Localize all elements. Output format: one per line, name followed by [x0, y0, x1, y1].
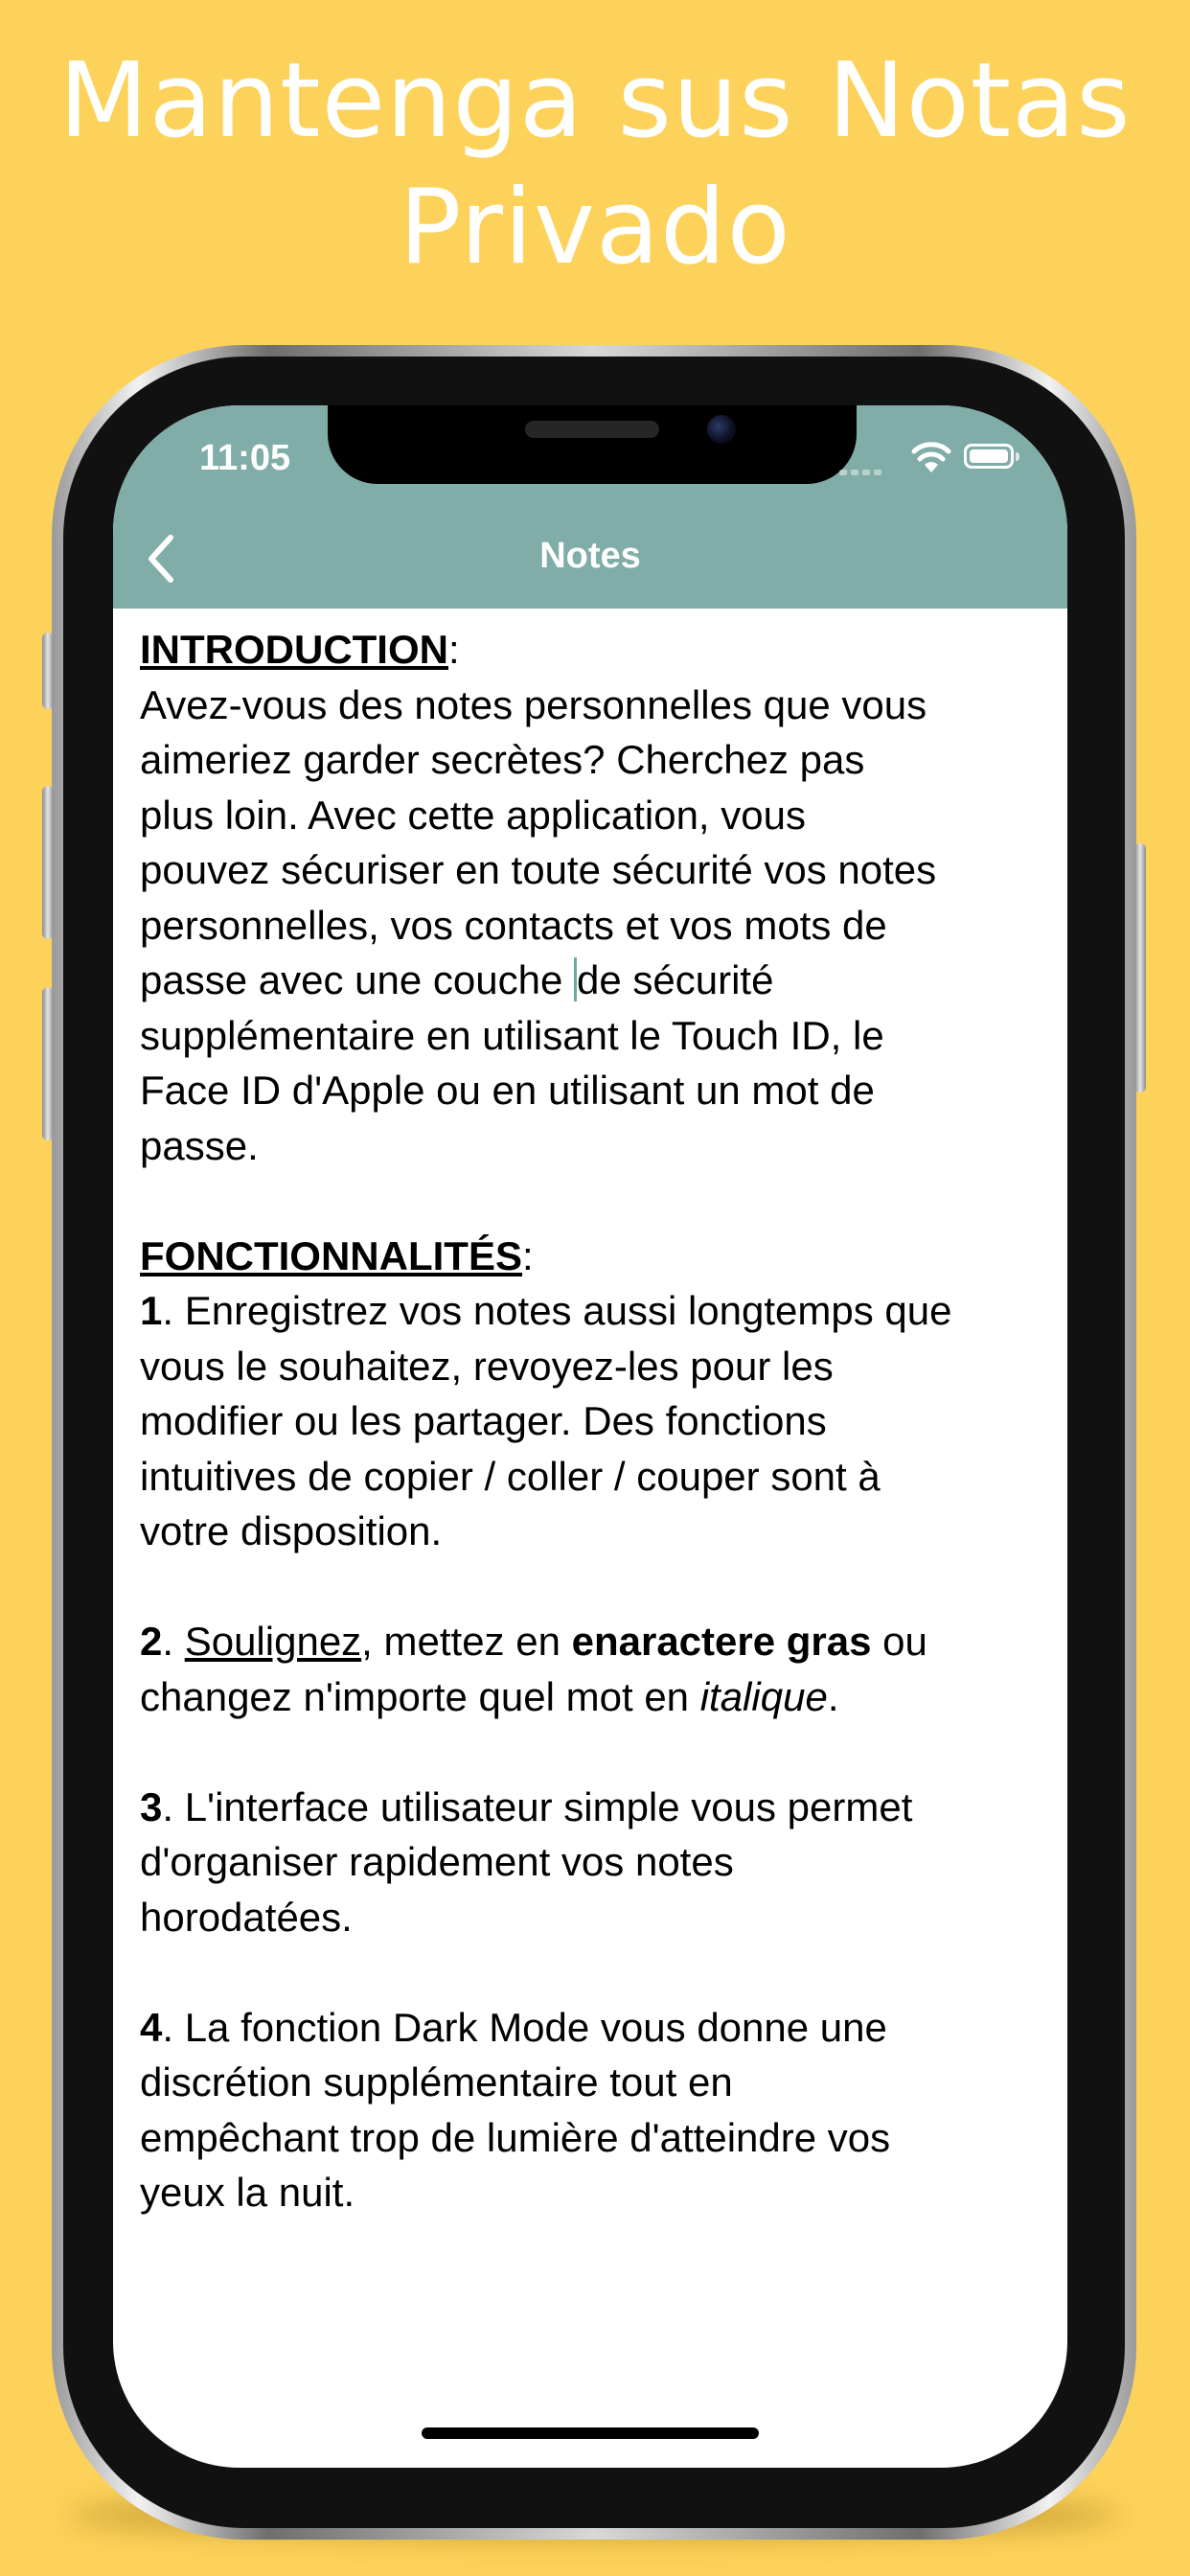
intro-line-5: personnelles, vos contacts et vos mots de: [140, 902, 887, 948]
feature-4-line-2: discrétion supplémentaire tout en: [140, 2059, 733, 2104]
intro-line-4: pouvez sécuriser en toute sécurité vos notes: [140, 847, 937, 892]
feature-2-line-2-start: changez n'importe quel mot en: [140, 1673, 700, 1719]
feature-1-line-5: votre disposition.: [140, 1508, 443, 1553]
battery-icon: [964, 444, 1014, 469]
feature-4-line-3: empêchant trop de lumière d'atteindre vos: [140, 2114, 891, 2160]
wifi-icon: [910, 440, 952, 474]
feature-2-number: 2: [140, 1619, 163, 1664]
promo-headline-line-1: Mantenga sus Notas: [58, 41, 1132, 161]
features-heading: FONCTIONNALITÉS: [140, 1232, 522, 1278]
front-camera: [707, 415, 736, 444]
cellular-signal-icon: [839, 463, 885, 480]
intro-heading-colon: :: [447, 627, 460, 672]
paragraph-gap: [140, 1559, 1046, 1615]
feature-4-number: 4: [140, 2004, 163, 2050]
feature-3-line-2: d'organiser rapidement vos notes: [140, 1839, 734, 1884]
intro-line-1: Avez-vous des notes personnelles que vous: [140, 681, 927, 727]
phone-screen: [113, 405, 1067, 2468]
feature-4-text-1: . La fonction Dark Mode vous donne une: [162, 2004, 887, 2050]
feature-2-end: .: [827, 1673, 839, 1719]
intro-heading: INTRODUCTION: [140, 627, 448, 672]
intro-line-2: aimeriez garder secrètes? Cherchez pas: [140, 737, 865, 782]
feature-2-underline-word: Soulignez: [184, 1619, 362, 1664]
feature-1-text-1: . Enregistrez vos notes aussi longtemps que: [162, 1288, 952, 1333]
feature-1-line-3: modifier ou les partager. Des fonctions: [140, 1398, 827, 1443]
paragraph-gap: [140, 1724, 1046, 1780]
intro-line-6-end: de sécurité: [576, 957, 774, 1002]
features-heading-colon: :: [521, 1232, 534, 1278]
promo-headline: [0, 38, 1190, 291]
feature-4-line-1: [140, 2000, 1046, 2056]
mute-switch: [42, 632, 54, 709]
intro-line-7: supplémentaire en utilisant le Touch ID, le: [140, 1012, 884, 1058]
status-time: 11:05: [199, 438, 291, 478]
features-heading-line: [140, 1229, 1046, 1284]
feature-3-line-3: horodatées.: [140, 1894, 353, 1940]
feature-1-line-4: intuitives de copier / coller / couper sont à: [140, 1453, 881, 1499]
nav-title: Notes: [539, 536, 641, 576]
feature-1-line-2: vous le souhaitez, revoyez-les pour les: [140, 1343, 834, 1389]
feature-3-number: 3: [140, 1783, 163, 1829]
volume-up-button: [42, 786, 54, 939]
feature-3-text-1: . L'interface utilisateur simple vous permet: [162, 1783, 913, 1829]
earpiece-speaker: [525, 421, 659, 438]
feature-2-line-2: [140, 1669, 1046, 1725]
notch: [328, 405, 857, 484]
feature-1-line-1: [140, 1283, 1046, 1339]
feature-2-line-1: [140, 1614, 1046, 1669]
navigation-bar: [113, 405, 1067, 609]
feature-2-italic-word: italique: [699, 1673, 828, 1719]
feature-2-mid: , mettez en: [361, 1619, 572, 1664]
feature-2-tail: ou: [871, 1619, 927, 1664]
feature-1-number: 1: [140, 1288, 163, 1333]
intro-line-9: passe.: [140, 1122, 259, 1168]
volume-down-button: [42, 987, 54, 1140]
paragraph-gap: [140, 1944, 1046, 2000]
power-button: [1134, 843, 1146, 1092]
feature-4-line-4: yeux la nuit.: [140, 2170, 355, 2215]
home-indicator[interactable]: [422, 2427, 759, 2439]
intro-line-6-start: passe avec une couche: [140, 957, 574, 1002]
intro-line-6: [140, 953, 1046, 1008]
feature-2-bold-words: enaractere gras: [571, 1619, 872, 1664]
paragraph-gap: [140, 1173, 1046, 1229]
feature-2-dot: .: [162, 1619, 185, 1664]
intro-line-3: plus loin. Avec cette application, vous: [140, 792, 806, 838]
note-text-editor[interactable]: [140, 622, 1046, 2220]
intro-heading-line: [140, 622, 1046, 678]
promo-headline-line-2: Privado: [399, 168, 791, 288]
feature-3-line-1: [140, 1780, 1046, 1835]
intro-line-8: Face ID d'Apple ou en utilisant un mot de: [140, 1068, 875, 1113]
